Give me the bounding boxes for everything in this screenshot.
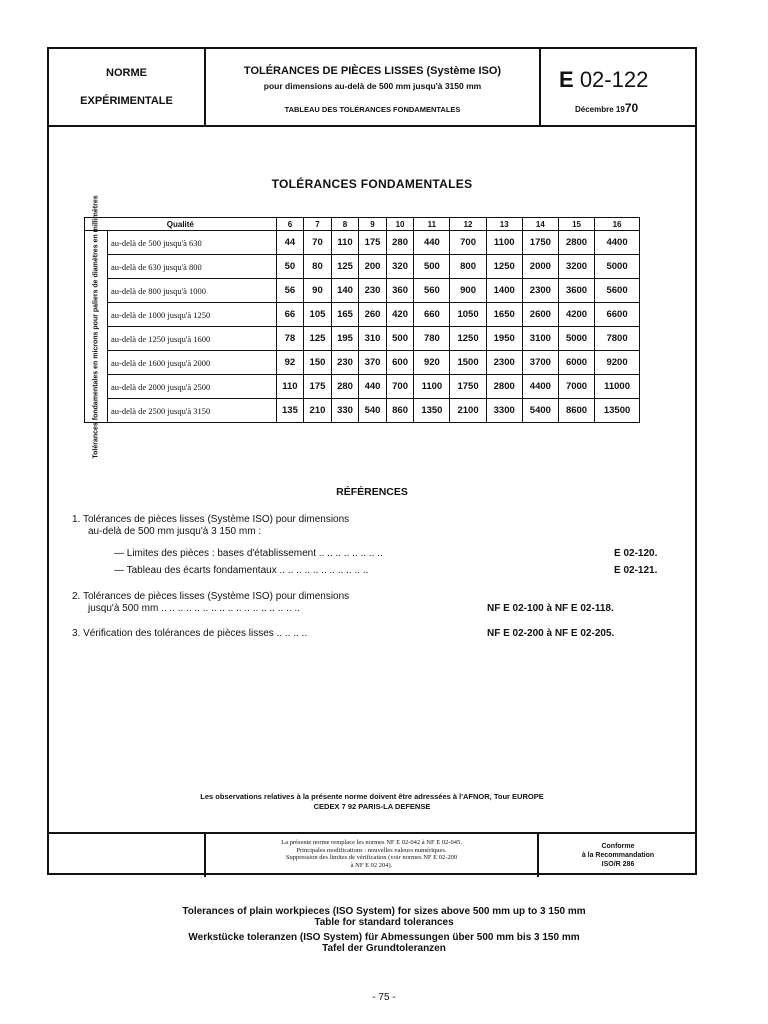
tolerance-cell: 1250 (486, 255, 522, 279)
tolerance-cell: 1650 (486, 303, 522, 327)
tolerance-cell: 3300 (486, 399, 522, 423)
tolerance-cell: 2100 (450, 399, 486, 423)
date-year-prefix: 19 (615, 105, 625, 114)
tolerance-cell: 80 (304, 255, 332, 279)
ref-2-line2: jusqu'à 500 mm .. .. .. .. .. .. .. .. .. .. .. .. .. .. .. .. .. (88, 603, 300, 614)
page-number: - 75 - (372, 992, 396, 1003)
footer-replacement-note (206, 834, 539, 877)
date-year-suffix: 70 (624, 101, 639, 115)
ref-1-sub2-code: E 02-121. (614, 565, 658, 576)
tolerance-cell: 330 (331, 399, 359, 423)
tolerance-cell: 90 (304, 279, 332, 303)
footer-note-line2: Principales modifications : nouvelles valeurs numériques. (296, 846, 447, 854)
ref-1-line1: 1. Tolérances de pièces lisses (Système ISO) pour dimensions (72, 514, 350, 525)
tolerance-cell: 3600 (558, 279, 594, 303)
tolerance-cell: 165 (331, 303, 359, 327)
ref-3-code: NF E 02-200 à NF E 02-205. (487, 628, 615, 639)
tolerance-cell: 7800 (595, 327, 640, 351)
title-cell (206, 49, 541, 125)
quality-column-header: 14 (522, 218, 558, 231)
range-cell: au-delà de 500 jusqu'à 630 (108, 231, 277, 255)
tolerance-cell: 280 (386, 231, 414, 255)
tolerance-cell: 1100 (486, 231, 522, 255)
tolerance-cell: 700 (386, 375, 414, 399)
tolerance-cell: 4400 (522, 375, 558, 399)
observations-line2: CEDEX 7 92 PARIS-LA DEFENSE (313, 802, 431, 811)
doc-subtitle: pour dimensions au-delà de 500 mm jusqu'à 3150 mm (263, 81, 482, 91)
norme-label: NORME (106, 67, 147, 79)
quality-column-header: 9 (359, 218, 387, 231)
quality-column-header: 11 (414, 218, 450, 231)
table-row (85, 399, 640, 423)
tolerance-cell: 1100 (414, 375, 450, 399)
tolerance-cell: 2300 (486, 351, 522, 375)
range-cell: au-delà de 1250 jusqu'à 1600 (108, 327, 277, 351)
references-title: RÉFÉRENCES (336, 486, 408, 498)
tolerance-cell: 125 (304, 327, 332, 351)
tolerance-cell: 2800 (486, 375, 522, 399)
tolerance-cell: 210 (304, 399, 332, 423)
conformity-line1: Conforme (601, 843, 635, 850)
tolerance-cell: 6000 (558, 351, 594, 375)
ref-2-line1: 2. Tolérances de pièces lisses (Système ISO) pour dimensions (72, 591, 350, 602)
tolerance-cell: 440 (414, 231, 450, 255)
table-row (85, 327, 640, 351)
tolerance-cell: 900 (450, 279, 486, 303)
ref-1-sub2: — Tableau des écarts fondamentaux .. .. .. .. .. .. .. .. .. .. .. (114, 565, 369, 576)
quality-column-header: 13 (486, 218, 522, 231)
tolerance-cell: 1750 (522, 231, 558, 255)
tolerance-cell: 135 (276, 399, 304, 423)
tolerance-cell: 2600 (522, 303, 558, 327)
tolerance-cell: 1950 (486, 327, 522, 351)
tolerance-cell: 700 (450, 231, 486, 255)
tolerance-cell: 310 (359, 327, 387, 351)
tolerance-cell: 70 (304, 231, 332, 255)
observations-note (49, 792, 695, 812)
tolerance-cell: 6600 (595, 303, 640, 327)
document-frame (47, 47, 697, 875)
tolerance-cell: 370 (359, 351, 387, 375)
code-cell (541, 49, 695, 125)
tolerance-cell: 1400 (486, 279, 522, 303)
tolerance-cell: 11000 (595, 375, 640, 399)
tolerance-cell: 200 (359, 255, 387, 279)
tolerance-cell: 800 (450, 255, 486, 279)
footer-empty-cell (49, 834, 206, 877)
side-label-cell (85, 194, 108, 459)
tolerance-cell: 110 (276, 375, 304, 399)
code-letter: E (559, 67, 574, 92)
tolerance-cell: 195 (331, 327, 359, 351)
tolerance-cell: 500 (414, 255, 450, 279)
tolerance-cell: 5000 (595, 255, 640, 279)
quality-column-header: 15 (558, 218, 594, 231)
quality-column-header: 16 (595, 218, 640, 231)
table-row (85, 279, 640, 303)
german-subtitle: Tafel der Grundtoleranzen (322, 943, 446, 954)
table-row (85, 231, 640, 255)
tolerance-cell: 1750 (450, 375, 486, 399)
quality-column-header: 12 (450, 218, 486, 231)
date-month: Décembre (575, 105, 614, 114)
ref-3: 3. Vérification des tolérances de pièces lisses .. .. .. .. (72, 628, 308, 639)
tolerance-cell: 4200 (558, 303, 594, 327)
tolerance-cell: 140 (331, 279, 359, 303)
doc-table-title: TABLEAU DES TOLÉRANCES FONDAMENTALES (284, 105, 461, 114)
tolerance-cell: 4400 (595, 231, 640, 255)
tolerance-cell: 44 (276, 231, 304, 255)
tolerance-cell: 230 (359, 279, 387, 303)
tolerance-cell: 175 (304, 375, 332, 399)
observations-line1: Les observations relatives à la présente norme doivent être adressées à l'AFNOR, Tour EUROPE (200, 792, 544, 801)
tolerance-cell: 56 (276, 279, 304, 303)
tolerance-cell: 175 (359, 231, 387, 255)
quality-column-header: 6 (276, 218, 304, 231)
tolerance-cell: 1050 (450, 303, 486, 327)
table-header-row (85, 218, 640, 231)
tolerance-cell: 3200 (558, 255, 594, 279)
experimentale-label: EXPÉRIMENTALE (80, 95, 173, 107)
footer-note-line3: Suppression des limites de vérification (voir normes NF E 02-200 (285, 854, 458, 861)
quality-column-header: 10 (386, 218, 414, 231)
conformity-line2: à la Recommandation (581, 852, 655, 859)
doc-title: TOLÉRANCES DE PIÈCES LISSES (Système ISO) (243, 65, 502, 77)
quality-column-header: 7 (304, 218, 332, 231)
doc-code (559, 67, 648, 93)
tolerance-cell: 260 (359, 303, 387, 327)
tolerance-cell: 2000 (522, 255, 558, 279)
tolerance-cell: 560 (414, 279, 450, 303)
tolerance-cell: 780 (414, 327, 450, 351)
table-row (85, 303, 640, 327)
tolerance-cell: 8600 (558, 399, 594, 423)
tolerance-cell: 5000 (558, 327, 594, 351)
section-title: TOLÉRANCES FONDAMENTALES (271, 177, 473, 191)
ref-1-line2: au-delà de 500 mm jusqu'à 3 150 mm : (88, 526, 262, 537)
tolerance-cell: 920 (414, 351, 450, 375)
footer-box (49, 832, 695, 877)
tolerance-cell: 5400 (522, 399, 558, 423)
tolerance-cell: 360 (386, 279, 414, 303)
tolerance-cell: 66 (276, 303, 304, 327)
tolerance-cell: 150 (304, 351, 332, 375)
tolerance-cell: 230 (331, 351, 359, 375)
tolerance-cell: 860 (386, 399, 414, 423)
german-title: Werkstücke toleranzen (ISO System) für Abmessungen über 500 mm bis 3 150 mm (188, 932, 580, 943)
header (49, 49, 695, 127)
tolerance-cell: 2300 (522, 279, 558, 303)
table-row (85, 375, 640, 399)
tolerance-cell: 1250 (450, 327, 486, 351)
side-label: Tolérances fondamentales en microns pour paliers de diamètres en millimètres (92, 194, 100, 459)
tolerance-cell: 1500 (450, 351, 486, 375)
doc-date (575, 101, 638, 115)
tolerance-cell: 660 (414, 303, 450, 327)
tolerance-cell: 110 (331, 231, 359, 255)
conformity-line3: ISO/R 286 (601, 861, 635, 868)
norme-cell (49, 49, 206, 125)
tolerance-cell: 50 (276, 255, 304, 279)
quality-header: Qualité (85, 218, 277, 231)
tolerance-cell: 105 (304, 303, 332, 327)
tolerance-cell: 92 (276, 351, 304, 375)
quality-column-header: 8 (331, 218, 359, 231)
ref-1-sub1: — Limites des pièces : bases d'établissement .. .. .. .. .. .. .. .. (114, 548, 383, 559)
table-row (85, 351, 640, 375)
tolerance-cell: 1350 (414, 399, 450, 423)
tolerance-cell: 3100 (522, 327, 558, 351)
range-cell: au-delà de 1000 jusqu'à 1250 (108, 303, 277, 327)
code-suffix: -122 (604, 67, 649, 92)
tolerance-cell: 7000 (558, 375, 594, 399)
footer-conformity (541, 834, 695, 877)
table-row (85, 255, 640, 279)
translated-titles (0, 906, 768, 954)
range-cell: au-delà de 800 jusqu'à 1000 (108, 279, 277, 303)
tolerance-cell: 440 (359, 375, 387, 399)
range-cell: au-delà de 630 jusqu'à 800 (108, 255, 277, 279)
code-number: 02 (579, 67, 605, 92)
tolerance-cell: 5600 (595, 279, 640, 303)
tolerance-cell: 9200 (595, 351, 640, 375)
tolerance-cell: 540 (359, 399, 387, 423)
tolerance-cell: 13500 (595, 399, 640, 423)
english-subtitle: Table for standard tolerances (314, 917, 454, 928)
ref-2-code: NF E 02-100 à NF E 02-118. (487, 603, 614, 614)
range-cell: au-delà de 2000 jusqu'à 2500 (108, 375, 277, 399)
footer-note-line1: La présente norme remplace les normes NF E 02-042 à NF E 02-045. (281, 839, 462, 846)
english-title: Tolerances of plain workpieces (ISO System) for sizes above 500 mm up to 3 150 mm (182, 906, 586, 917)
tolerance-cell: 320 (386, 255, 414, 279)
range-cell: au-delà de 2500 jusqu'à 3150 (108, 399, 277, 423)
range-cell: au-delà de 1600 jusqu'à 2000 (108, 351, 277, 375)
tolerance-cell: 125 (331, 255, 359, 279)
tolerance-cell: 2800 (558, 231, 594, 255)
tolerance-cell: 78 (276, 327, 304, 351)
footer-note-line4: à NF E 02 204). (350, 861, 393, 869)
tolerance-cell: 3700 (522, 351, 558, 375)
tolerance-cell: 600 (386, 351, 414, 375)
tolerance-cell: 280 (331, 375, 359, 399)
ref-1-sub1-code: E 02-120. (614, 548, 658, 559)
tolerance-cell: 420 (386, 303, 414, 327)
tolerance-cell: 500 (386, 327, 414, 351)
tolerance-table (84, 194, 640, 459)
